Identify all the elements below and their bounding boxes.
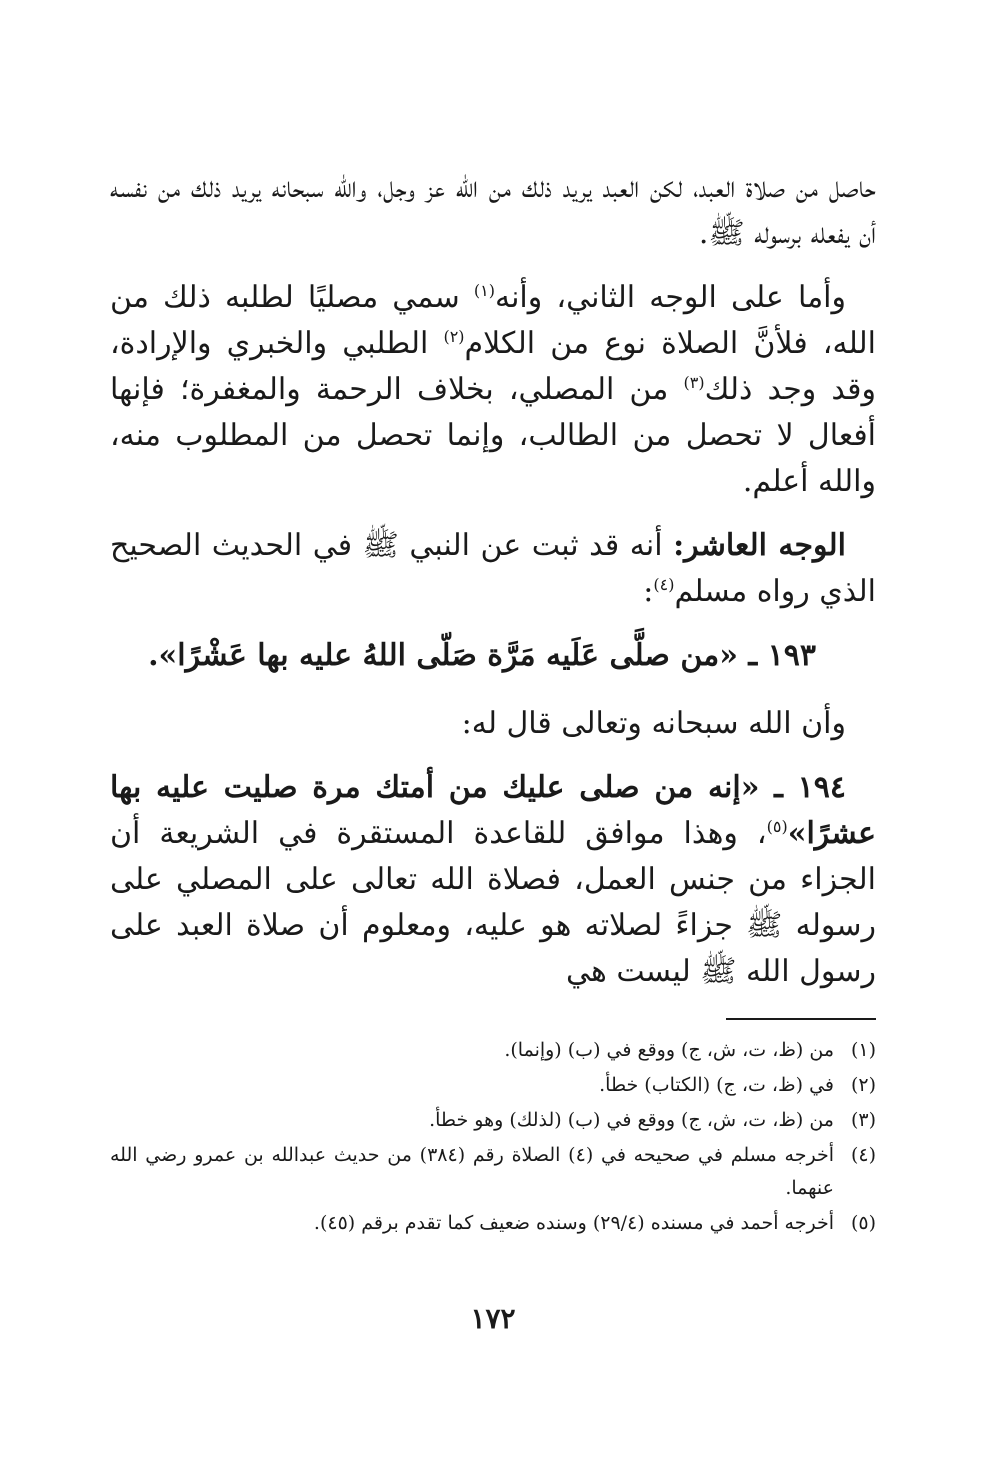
paragraph-4 (110, 701, 876, 747)
footnote-list (110, 1034, 876, 1240)
paragraph-2 (110, 275, 876, 505)
paragraph-1 (110, 165, 876, 257)
footnote-ref-3: (٣) (683, 373, 705, 392)
footnote-ref-5: (٥) (766, 817, 788, 836)
hadith-194-text: ـ «إنه من صلى عليك من أمتك مرة صليت عليه بها عشرًا» (110, 770, 876, 851)
footnote-number: (١) (850, 1039, 876, 1061)
hadith-194-number: ١٩٤ (797, 770, 846, 805)
footnote-text: من (ظ، ت، ش، ج) ووقع في (ب) (وإنما). (504, 1039, 834, 1061)
page-number: ١٧٢ (470, 1302, 516, 1335)
paragraph-2-part1: وأما على الوجه الثاني، وأنه (495, 280, 846, 315)
footnote-number: (٥) (850, 1212, 876, 1234)
footnotes-section (110, 1018, 876, 1242)
paragraph-4-text: وأن الله سبحانه وتعالى قال له: (461, 706, 846, 741)
footnote-ref-1: (١) (473, 281, 495, 300)
footnote-divider (726, 1018, 876, 1020)
footnote-text: من (ظ، ت، ش، ج) ووقع في (ب) (لذلك) وهو خطأ. (429, 1109, 834, 1131)
footnote-text: في (ظ، ت، ج) (الكتاب) خطأ. (599, 1074, 834, 1096)
footnote-item (110, 1207, 876, 1240)
paragraph-1-text: حاصل من صلاة العبد، لكن العبد يريد ذلك من الله عز وجل، والله سبحانه يريد ذلك من نفسه أن يفعله برسوله ﷺ. (110, 170, 876, 251)
hadith-194-commentary: ، وهذا موافق للقاعدة المستقرة في الشريعة أن الجزاء من جنس العمل، فصلاة الله تعالى على المصلي على رسوله ﷺ جزاءً لصلاته هو عليه، ومعلوم أن صلاة العبد على رسول الله ﷺ ليست هي (110, 816, 876, 989)
hadith-194 (110, 765, 876, 995)
footnote-item (110, 1104, 876, 1137)
footnote-text: أخرجه مسلم في صحيحه في (٤) الصلاة رقم (٣٨٤) من حديث عبدالله بن عمرو رضي الله عنهما. (110, 1144, 834, 1199)
paragraph-2-part2: سمي مصليًا لطلبه ذلك من الله، فلأنَّ الصلاة نوع من الكلام (110, 280, 876, 361)
hadith-193 (110, 633, 876, 679)
paragraph-3-text: أنه قد ثبت عن النبي ﷺ في الحديث الصحيح الذي رواه مسلم (110, 528, 876, 609)
hadith-193-text: ـ «من صلَّى عَلَيه مَرَّة صَلّى اللهُ عليه بها عَشْرًا». (148, 638, 768, 673)
footnote-item (110, 1139, 876, 1205)
footnote-item (110, 1034, 876, 1067)
footnote-item (110, 1069, 876, 1102)
footnote-number: (٣) (850, 1109, 876, 1131)
page-body (110, 165, 876, 1013)
footnote-ref-2: (٢) (443, 327, 465, 346)
paragraph-2-part4: من المصلي، بخلاف الرحمة والمغفرة؛ فإنها أفعال لا تحصل من الطالب، وإنما تحصل من المطلوب منه، والله أعلم. (110, 372, 876, 499)
hadith-193-number: ١٩٣ (767, 638, 816, 673)
paragraph-3 (110, 523, 876, 615)
footnote-number: (٤) (850, 1144, 876, 1166)
paragraph-2-part3: الطلبي والخبري والإرادة، وقد وجد ذلك (110, 326, 876, 407)
footnote-ref-4: (٤) (653, 575, 675, 594)
paragraph-3-tail: : (643, 574, 654, 609)
section-label: الوجه العاشر: (673, 528, 846, 563)
footnote-number: (٢) (850, 1074, 876, 1096)
footnote-text: أخرجه أحمد في مسنده (٢٩/٤) وسنده ضعيف كما تقدم برقم (٤٥). (313, 1212, 834, 1234)
